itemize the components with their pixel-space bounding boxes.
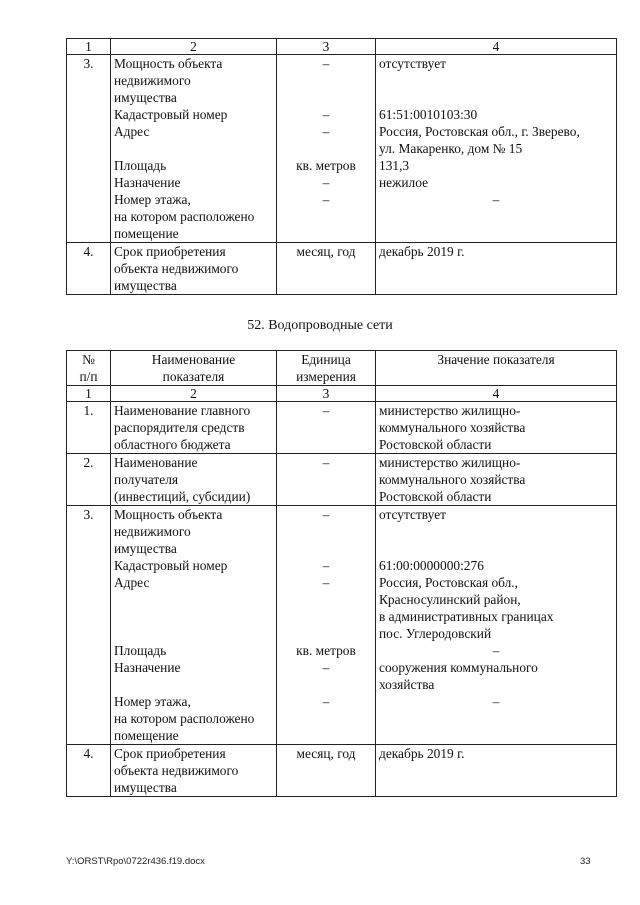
header-cell: Значение показателя — [376, 351, 617, 386]
table-row — [67, 506, 617, 745]
col-number: 4 — [376, 386, 617, 402]
col-number: 2 — [111, 386, 277, 402]
table-row — [67, 454, 617, 506]
values: декабрь 2019 г. — [376, 745, 617, 797]
section-caption: 52. Водопроводные сети — [247, 318, 393, 333]
row-number: 4. — [67, 243, 111, 295]
file-path-footer: Y:\ORST\Rpo\0722r436.f19.docx — [66, 856, 205, 867]
table-row — [67, 243, 617, 295]
units: – – – кв. метров – – — [277, 55, 376, 243]
indicator-names: Наименование получателя (инвестиций, субсидии) — [111, 454, 277, 506]
indicator-names: Мощность объекта недвижимого имущества Кадастровый номер Адрес Площадь Назначение Номер этажа, на котором расположено помещение — [111, 506, 277, 745]
water-supply-table — [66, 350, 617, 797]
col-number: 4 — [376, 39, 617, 55]
row-number: 1. — [67, 402, 111, 454]
units: месяц, год — [277, 243, 376, 295]
units: – — [277, 402, 376, 454]
row-number: 4. — [67, 745, 111, 797]
col-number: 1 — [67, 386, 111, 402]
indicator-names: Наименование главного распорядителя средств областного бюджета — [111, 402, 277, 454]
units: месяц, год — [277, 745, 376, 797]
col-number: 3 — [277, 39, 376, 55]
header-cell: Наименование показателя — [111, 351, 277, 386]
column-number-row — [67, 386, 617, 402]
col-number: 2 — [111, 39, 277, 55]
units: – – – кв. метров – – — [277, 506, 376, 745]
table-row — [67, 55, 617, 243]
table-row — [67, 402, 617, 454]
col-number: 1 — [67, 39, 111, 55]
header-row — [67, 351, 617, 386]
table-row — [67, 745, 617, 797]
header-cell: Единица измерения — [277, 351, 376, 386]
values: декабрь 2019 г. — [376, 243, 617, 295]
continuation-table — [66, 38, 617, 295]
values: министерство жилищно- коммунального хозяйства Ростовской области — [376, 454, 617, 506]
units: – — [277, 454, 376, 506]
indicator-names: Мощность объекта недвижимого имущества Кадастровый номер Адрес Площадь Назначение Номер этажа, на котором расположено помещение — [111, 55, 277, 243]
indicator-names: Срок приобретения объекта недвижимого имущества — [111, 243, 277, 295]
row-number: 3. — [67, 55, 111, 243]
values: отсутствует 61:00:0000000:276 Россия, Ростовская обл., Красносулинский район, в административных границах пос. Углеродовский – сооружения коммунального хозяйства – — [376, 506, 617, 745]
values: министерство жилищно- коммунального хозяйства Ростовской области — [376, 402, 617, 454]
col-number: 3 — [277, 386, 376, 402]
header-cell: № п/п — [67, 351, 111, 386]
indicator-names: Срок приобретения объекта недвижимого имущества — [111, 745, 277, 797]
column-number-row — [67, 39, 617, 55]
row-number: 3. — [67, 506, 111, 745]
page-number: 33 — [580, 856, 591, 867]
values: отсутствует 61:51:0010103:30 Россия, Ростовская обл., г. Зверево, ул. Макаренко, дом № 15 131,3 нежилое – — [376, 55, 617, 243]
row-number: 2. — [67, 454, 111, 506]
